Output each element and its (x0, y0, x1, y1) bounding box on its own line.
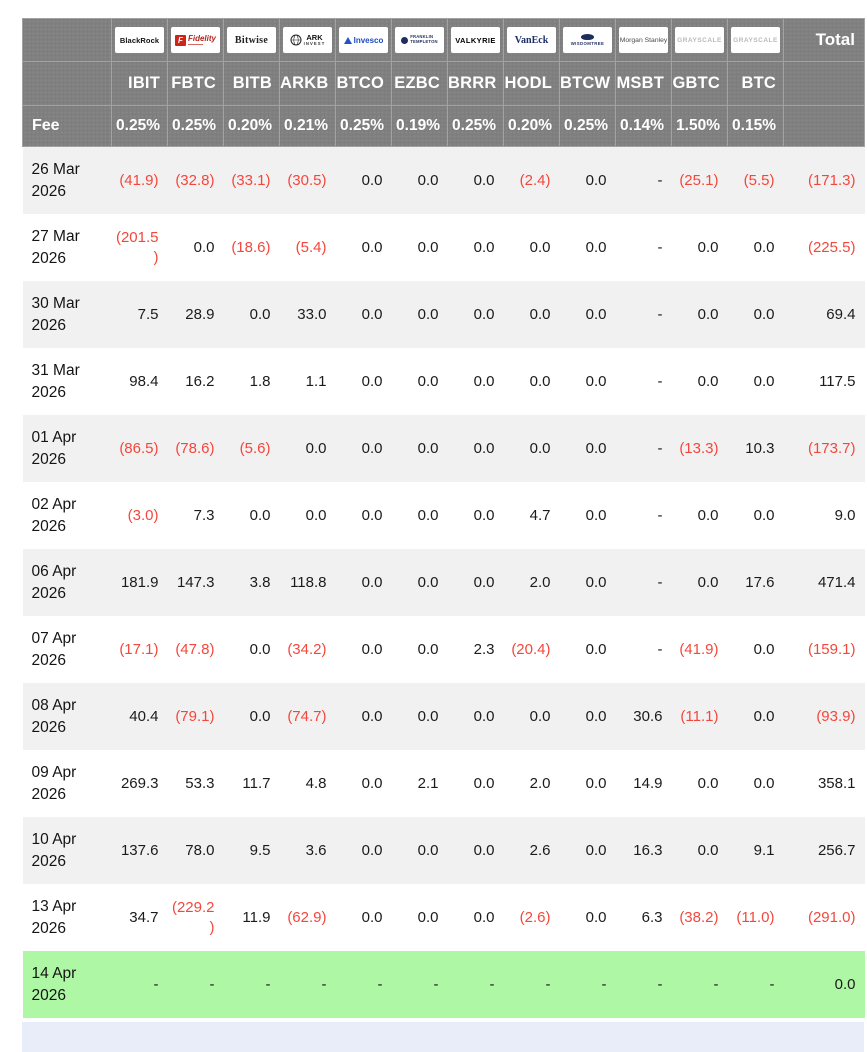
column-header-BRRR: BRRR (448, 62, 504, 106)
flow-cell: 0.0 (249, 707, 271, 725)
flow-cell: 0.0 (473, 908, 495, 926)
flow-cell: (2.4) (519, 171, 551, 189)
flow-cell: (32.8) (175, 171, 215, 189)
flow-cell: 0.0 (417, 439, 439, 457)
flow-cell: 0.0 (473, 305, 495, 323)
flow-cell: - (657, 238, 663, 256)
total-cell: (291.0) (807, 908, 856, 926)
flow-cell: - (657, 372, 663, 390)
vaneck-logo: VanEck (507, 27, 556, 53)
flow-cell: - (657, 305, 663, 323)
table-row (23, 817, 865, 884)
fee-cell-BTCW: 0.25% (560, 106, 616, 147)
total-cell: (173.7) (807, 439, 856, 457)
fee-row-total-spacer (784, 106, 865, 147)
flow-cell: 2.0 (529, 573, 551, 591)
fidelity-f-icon: F (175, 35, 186, 46)
fee-cell-MSBT: 0.14% (616, 106, 672, 147)
table-row (23, 415, 865, 482)
fee-cell-BTCO: 0.25% (336, 106, 392, 147)
flow-cell: 0.0 (473, 774, 495, 792)
flow-cell: 0.0 (697, 372, 719, 390)
table-row (23, 482, 865, 549)
flow-cell: (5.4) (295, 238, 327, 256)
flow-cell: (5.5) (743, 171, 775, 189)
flow-cell: 10.3 (745, 439, 775, 457)
flow-cell: 7.5 (137, 305, 159, 323)
flow-cell: 181.9 (120, 573, 159, 591)
flow-cell: 3.6 (305, 841, 327, 859)
flow-cell: 0.0 (585, 305, 607, 323)
flow-cell: 0.0 (753, 305, 775, 323)
flow-cell: 0.0 (585, 707, 607, 725)
flow-cell: 4.8 (305, 774, 327, 792)
flow-cell: (41.9) (119, 171, 159, 189)
flow-cell: 0.0 (753, 238, 775, 256)
fee-label: Fee (23, 106, 112, 147)
flow-cell: (30.5) (287, 171, 327, 189)
flow-cell: (11.1) (680, 707, 719, 725)
flow-cell: 4.7 (529, 506, 551, 524)
flow-cell: 0.0 (417, 238, 439, 256)
grayscale-logo: GRAYSCALE (731, 27, 780, 53)
total-cell: 0.0 (834, 975, 856, 993)
flow-cell: (17.1) (119, 640, 159, 658)
table-row (23, 147, 865, 215)
flow-cell: - (265, 975, 271, 993)
flow-cell: - (769, 975, 775, 993)
logo-cell-BTCO (336, 19, 392, 62)
flow-cell: 0.0 (529, 305, 551, 323)
flow-cell: - (657, 506, 663, 524)
date-cell: 01 Apr 2026 (31, 428, 77, 468)
column-header-BTCW: BTCW (560, 62, 616, 106)
flow-cell: 0.0 (753, 774, 775, 792)
flow-cell: 0.0 (697, 841, 719, 859)
date-cell: 13 Apr 2026 (31, 897, 77, 937)
flow-cell: 0.0 (361, 305, 383, 323)
valkyrie-logo: VALKYRIE (451, 27, 500, 53)
flow-cell: 53.3 (185, 774, 215, 792)
invesco-mark-icon (344, 37, 352, 44)
flow-cell: 1.8 (249, 372, 271, 390)
logo-cell-FBTC (168, 19, 224, 62)
column-header-EZBC: EZBC (392, 62, 448, 106)
column-header-GBTC: GBTC (672, 62, 728, 106)
flow-cell: 2.3 (473, 640, 495, 658)
date-cell: 06 Apr 2026 (31, 562, 77, 602)
flow-cell: (229.2) (171, 898, 215, 936)
flow-cell: 0.0 (473, 506, 495, 524)
logo-cell-GBTC (672, 19, 728, 62)
flow-cell: 78.0 (185, 841, 215, 859)
ark-globe-icon (290, 34, 302, 46)
flow-cell: 0.0 (585, 573, 607, 591)
flow-cell: 0.0 (585, 506, 607, 524)
etf-flow-table (22, 18, 864, 1018)
flow-cell: 0.0 (585, 841, 607, 859)
date-cell: 08 Apr 2026 (31, 696, 77, 736)
flow-cell: 11.7 (242, 774, 271, 792)
flow-cell: 0.0 (697, 573, 719, 591)
flow-cell: 1.1 (305, 372, 327, 390)
table-row (23, 616, 865, 683)
logo-cell-EZBC (392, 19, 448, 62)
franklin-logo: FRANKLIN TEMPLETON (395, 27, 444, 53)
flow-cell: 0.0 (585, 372, 607, 390)
flow-cell: - (433, 975, 439, 993)
flow-cell: 0.0 (585, 171, 607, 189)
grayscale-logo: GRAYSCALE (675, 27, 724, 53)
flow-cell: (25.1) (679, 171, 719, 189)
flow-cell: 0.0 (417, 372, 439, 390)
flow-cell: 0.0 (361, 841, 383, 859)
flow-cell: 33.0 (297, 305, 327, 323)
flow-cell: 0.0 (361, 640, 383, 658)
table-row (23, 214, 865, 281)
corner-cell (23, 19, 112, 62)
flow-cell: 147.3 (176, 573, 215, 591)
column-header-FBTC: FBTC (168, 62, 224, 106)
flow-cell: (74.7) (287, 707, 327, 725)
flow-cell: 0.0 (473, 439, 495, 457)
total-cell: 69.4 (826, 305, 856, 323)
flow-cell: (86.5) (119, 439, 159, 457)
flow-cell: (41.9) (679, 640, 719, 658)
flow-cell: (3.0) (127, 506, 159, 524)
flow-cell: 0.0 (473, 573, 495, 591)
flow-cell: 17.6 (745, 573, 775, 591)
flow-cell: (5.6) (239, 439, 271, 457)
fee-cell-FBTC: 0.25% (168, 106, 224, 147)
flow-cell: - (657, 171, 663, 189)
flow-cell: 0.0 (585, 439, 607, 457)
flow-cell: 0.0 (417, 908, 439, 926)
total-header: Total (784, 19, 865, 62)
logo-cell-BTC (728, 19, 784, 62)
flow-cell: 0.0 (585, 908, 607, 926)
flow-cell: 0.0 (361, 908, 383, 926)
date-cell: 14 Apr 2026 (31, 964, 77, 1004)
flow-cell: 9.1 (753, 841, 775, 859)
column-header-MSBT: MSBT (616, 62, 672, 106)
morganstanley-logo: Morgan Stanley (619, 27, 668, 53)
franklin-head-icon (401, 37, 408, 44)
flow-cell: 0.0 (473, 707, 495, 725)
fee-cell-HODL: 0.20% (504, 106, 560, 147)
flow-cell: (38.2) (679, 908, 719, 926)
flow-cell: (79.1) (175, 707, 215, 725)
logo-cell-BITB (224, 19, 280, 62)
flow-cell: 0.0 (697, 305, 719, 323)
flow-cell: 0.0 (417, 640, 439, 658)
flow-cell: 14.9 (633, 774, 663, 792)
table-row (23, 951, 865, 1018)
column-header-IBIT: IBIT (112, 62, 168, 106)
flow-cell: - (657, 640, 663, 658)
flow-cell: 0.0 (529, 238, 551, 256)
issuer-logo-row (23, 19, 865, 62)
fee-cell-BTC: 0.15% (728, 106, 784, 147)
table-header (23, 19, 865, 147)
column-header-BTCO: BTCO (336, 62, 392, 106)
flow-cell: 0.0 (361, 171, 383, 189)
flow-cell: 6.3 (641, 908, 663, 926)
flow-cell: 0.0 (585, 774, 607, 792)
flow-cell: (13.3) (679, 439, 719, 457)
total-cell: 358.1 (817, 774, 856, 792)
flow-cell: 7.3 (193, 506, 215, 524)
flow-cell: 16.2 (185, 372, 215, 390)
table-body (23, 147, 865, 1019)
flow-cell: - (601, 975, 607, 993)
ticker-row-spacer (23, 62, 112, 106)
flow-cell: (201.5) (115, 228, 159, 266)
flow-cell: 0.0 (361, 439, 383, 457)
wisdomtree-logo: WISDOMTREE (563, 27, 612, 53)
partial-next-row (22, 1022, 864, 1052)
flow-cell: - (209, 975, 215, 993)
flow-cell: 0.0 (473, 238, 495, 256)
flow-cell: 2.6 (529, 841, 551, 859)
flow-cell: 0.0 (305, 506, 327, 524)
invesco-logo: Invesco (339, 27, 388, 53)
date-cell: 02 Apr 2026 (31, 495, 77, 535)
logo-cell-MSBT (616, 19, 672, 62)
flow-cell: (18.6) (231, 238, 271, 256)
flow-cell: 0.0 (361, 506, 383, 524)
flow-cell: 0.0 (361, 707, 383, 725)
total-cell: 117.5 (819, 372, 856, 390)
fee-cell-BITB: 0.20% (224, 106, 280, 147)
flow-cell: 0.0 (697, 774, 719, 792)
date-cell: 30 Mar 2026 (31, 294, 80, 334)
flow-cell: 0.0 (753, 707, 775, 725)
flow-cell: 0.0 (249, 506, 271, 524)
flow-cell: - (321, 975, 327, 993)
table-row (23, 549, 865, 616)
flow-cell: 0.0 (417, 841, 439, 859)
fee-cell-BRRR: 0.25% (448, 106, 504, 147)
flow-cell: - (545, 975, 551, 993)
flow-cell: - (377, 975, 383, 993)
flow-cell: 0.0 (473, 841, 495, 859)
flow-cell: 137.6 (120, 841, 159, 859)
flow-cell: - (489, 975, 495, 993)
flow-cell: 0.0 (361, 573, 383, 591)
flow-cell: 0.0 (361, 238, 383, 256)
flow-cell: 30.6 (633, 707, 663, 725)
table-row (23, 281, 865, 348)
flow-cell: 16.3 (633, 841, 663, 859)
blackrock-logo: BlackRock (115, 27, 164, 53)
flow-cell: (33.1) (231, 171, 271, 189)
flow-cell: 2.0 (529, 774, 551, 792)
flow-cell: 0.0 (753, 372, 775, 390)
logo-cell-IBIT (112, 19, 168, 62)
fidelity-logo: F Fidelity (171, 27, 220, 53)
total-cell: (225.5) (807, 238, 856, 256)
total-cell: (171.3) (807, 171, 856, 189)
fee-cell-EZBC: 0.19% (392, 106, 448, 147)
fee-row (23, 106, 865, 147)
date-cell: 31 Mar 2026 (31, 361, 80, 401)
table-row (23, 683, 865, 750)
flow-cell: 98.4 (129, 372, 159, 390)
fee-cell-GBTC: 1.50% (672, 106, 728, 147)
flow-cell: 0.0 (361, 774, 383, 792)
flow-cell: 0.0 (473, 372, 495, 390)
flow-cell: 2.1 (417, 774, 439, 792)
flow-cell: - (657, 975, 663, 993)
flow-cell: (11.0) (736, 908, 775, 926)
total-cell: 9.0 (834, 506, 856, 524)
flow-cell: (2.6) (519, 908, 551, 926)
date-cell: 09 Apr 2026 (31, 763, 77, 803)
flows-table (22, 18, 865, 1018)
flow-cell: 118.8 (290, 573, 327, 591)
fee-cell-ARKB: 0.21% (280, 106, 336, 147)
date-cell: 26 Mar 2026 (31, 160, 80, 200)
flow-cell: 0.0 (697, 506, 719, 524)
flow-cell: 34.7 (129, 908, 159, 926)
flow-cell: 0.0 (753, 640, 775, 658)
flow-cell: 0.0 (529, 707, 551, 725)
flow-cell: 0.0 (697, 238, 719, 256)
flow-cell: 269.3 (120, 774, 159, 792)
flow-cell: 0.0 (417, 171, 439, 189)
flow-cell: 0.0 (529, 439, 551, 457)
total-cell: 256.7 (817, 841, 856, 859)
flow-cell: - (657, 573, 663, 591)
ark-logo: ARK INVEST (283, 27, 332, 53)
flow-cell: 0.0 (585, 640, 607, 658)
flow-cell: 40.4 (129, 707, 159, 725)
column-header-HODL: HODL (504, 62, 560, 106)
flow-cell: 28.9 (185, 305, 215, 323)
flow-cell: - (657, 439, 663, 457)
column-header-BTC: BTC (728, 62, 784, 106)
date-cell: 10 Apr 2026 (31, 830, 77, 870)
date-cell: 27 Mar 2026 (31, 227, 80, 267)
flow-cell: 0.0 (473, 171, 495, 189)
flow-cell: 11.9 (242, 908, 271, 926)
table-row (23, 884, 865, 951)
flow-cell: 9.5 (249, 841, 271, 859)
logo-cell-ARKB (280, 19, 336, 62)
flow-cell: 0.0 (585, 238, 607, 256)
flow-cell: 0.0 (417, 506, 439, 524)
ticker-row (23, 62, 865, 106)
logo-cell-HODL (504, 19, 560, 62)
flow-cell: (47.8) (175, 640, 215, 658)
flow-cell: 0.0 (753, 506, 775, 524)
date-cell: 07 Apr 2026 (31, 629, 77, 669)
flow-cell: 0.0 (529, 372, 551, 390)
flow-cell: 0.0 (417, 707, 439, 725)
flow-cell: - (153, 975, 159, 993)
flow-cell: (62.9) (287, 908, 327, 926)
flow-cell: 0.0 (249, 640, 271, 658)
total-cell: 471.4 (817, 573, 856, 591)
flow-cell: (34.2) (287, 640, 327, 658)
flow-cell: 0.0 (417, 573, 439, 591)
fee-cell-IBIT: 0.25% (112, 106, 168, 147)
column-header-BITB: BITB (224, 62, 280, 106)
total-cell: (159.1) (807, 640, 856, 658)
flow-cell: 3.8 (249, 573, 271, 591)
flow-cell: 0.0 (305, 439, 327, 457)
flow-cell: 0.0 (249, 305, 271, 323)
total-cell: (93.9) (816, 707, 856, 725)
flow-cell: (20.4) (511, 640, 551, 658)
column-header-ARKB: ARKB (280, 62, 336, 106)
wisdomtree-tree-icon (581, 34, 594, 40)
bitwise-logo: Bitwise (227, 27, 276, 53)
flow-cell: (78.6) (175, 439, 215, 457)
ticker-row-total-spacer (784, 62, 865, 106)
table-row (23, 348, 865, 415)
table-row (23, 750, 865, 817)
logo-cell-BTCW (560, 19, 616, 62)
logo-cell-BRRR (448, 19, 504, 62)
flow-cell: 0.0 (193, 238, 215, 256)
flow-cell: - (713, 975, 719, 993)
flow-cell: 0.0 (417, 305, 439, 323)
flow-cell: 0.0 (361, 372, 383, 390)
